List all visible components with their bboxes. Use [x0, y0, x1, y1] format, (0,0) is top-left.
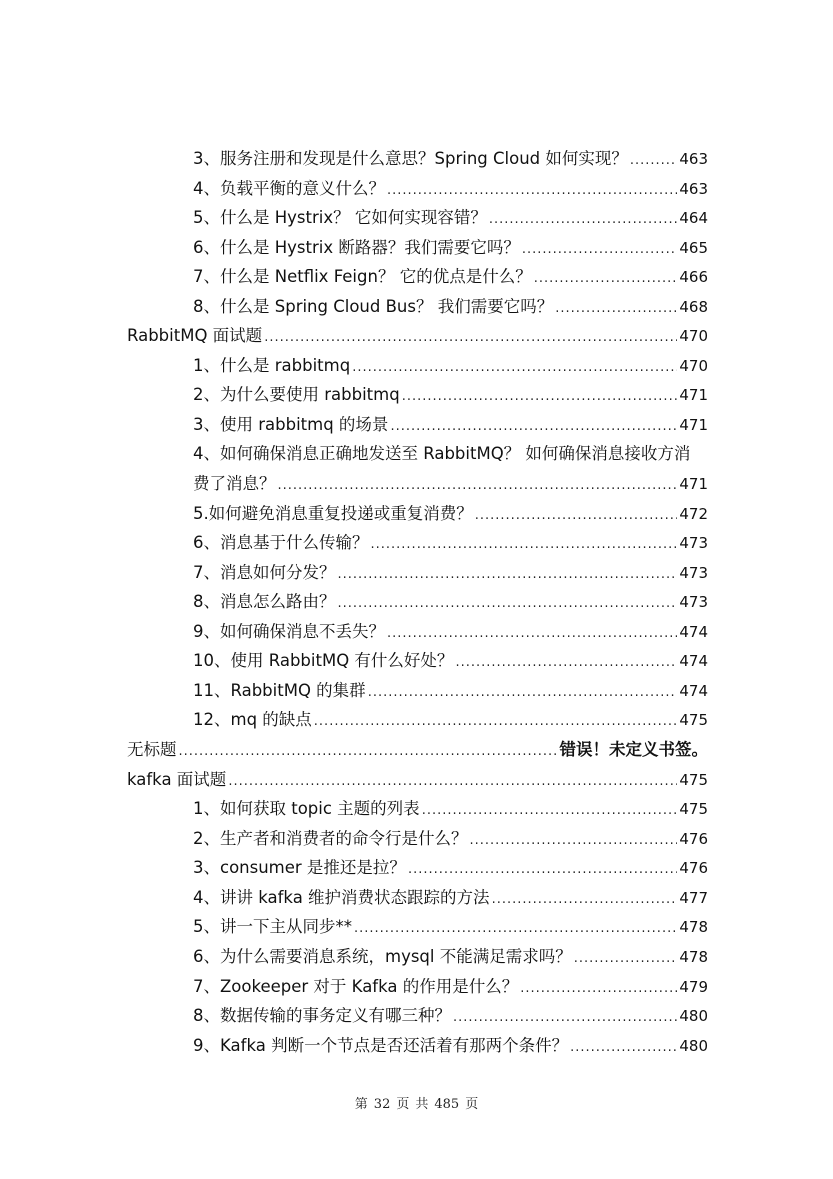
toc-entry-title: 7、什么是 Netflix Feign？ 它的优点是什么？	[193, 267, 532, 286]
dot-leader	[470, 830, 678, 852]
toc-entry-title: kafka 面试题	[127, 770, 227, 789]
toc-entry-page: 472	[679, 505, 708, 523]
dot-leader	[475, 505, 678, 527]
toc-entry-page: 464	[679, 209, 708, 227]
dot-leader	[402, 386, 678, 408]
footer-total-pages: 485	[434, 1097, 460, 1112]
dot-leader	[179, 741, 558, 763]
toc-entry-page: 473	[679, 564, 708, 582]
dot-leader	[338, 564, 678, 586]
toc-entry-title: 无标题	[127, 740, 177, 759]
dot-leader	[387, 623, 677, 645]
toc-entry-page: 477	[679, 889, 708, 907]
toc-entry[interactable]	[193, 828, 708, 852]
toc-entry-title: 1、如何获取 topic 主题的列表	[193, 799, 420, 818]
toc-entry[interactable]	[193, 296, 708, 320]
toc-entry-title: 6、消息基于什么传输？	[193, 533, 369, 552]
dot-leader	[534, 268, 678, 290]
dot-leader	[390, 416, 677, 438]
toc-entry[interactable]	[193, 562, 708, 586]
toc-entry-page: 470	[679, 357, 708, 375]
toc-entry[interactable]	[193, 680, 708, 704]
toc-entry-title: 8、什么是 Spring Cloud Bus？ 我们需要它吗？	[193, 297, 554, 316]
toc-entry-page: 471	[679, 475, 708, 493]
toc-entry[interactable]	[193, 857, 708, 881]
toc-entry-page: 471	[679, 416, 708, 434]
toc-entry[interactable]	[193, 178, 708, 202]
toc-entry-title: 6、为什么需要消息系统，mysql 不能满足需求吗？	[193, 947, 572, 966]
dot-leader	[630, 150, 677, 172]
toc-entry-title: 12、mq 的缺点	[193, 710, 312, 729]
toc-entry-page: 480	[679, 1037, 708, 1055]
toc-entry[interactable]	[193, 798, 708, 822]
dot-leader	[408, 859, 677, 881]
bookmark-error-text: 错误！未定义书签。	[559, 740, 708, 759]
page-footer	[0, 1093, 833, 1112]
dot-leader	[371, 534, 678, 556]
toc-section-kafka[interactable]	[127, 769, 708, 793]
dot-leader	[368, 682, 678, 704]
toc-entry[interactable]	[193, 414, 708, 438]
footer-current-page: 32	[373, 1097, 391, 1112]
toc-entry[interactable]	[193, 473, 708, 497]
toc-entry-title: 11、RabbitMQ 的集群	[193, 681, 366, 700]
footer-prefix: 第	[354, 1097, 368, 1112]
toc-entry-title: 8、数据传输的事务定义有哪三种？	[193, 1006, 451, 1025]
toc-entry-title: 2、生产者和消费者的命令行是什么？	[193, 829, 468, 848]
toc-entry-title: 7、消息如何分发？	[193, 563, 336, 582]
dot-leader	[555, 298, 677, 320]
toc-entry-page: 468	[679, 298, 708, 316]
dot-leader	[314, 711, 678, 733]
toc-section-untitled[interactable]	[127, 739, 708, 763]
dot-leader	[278, 475, 678, 497]
dot-leader	[453, 1007, 677, 1029]
toc-entry-page: 476	[679, 859, 708, 877]
toc-entry[interactable]	[193, 1035, 708, 1059]
toc-entry[interactable]	[193, 1005, 708, 1029]
toc-section-rabbitmq[interactable]	[127, 325, 708, 349]
dot-leader	[570, 1037, 677, 1059]
toc-entry[interactable]	[193, 621, 708, 645]
toc-entry-title: 5、什么是 Hystrix？ 它如何实现容错？	[193, 208, 487, 227]
toc-entry-page: 465	[679, 239, 708, 257]
toc-entry-title: RabbitMQ 面试题	[127, 326, 263, 345]
toc-entry[interactable]	[193, 384, 708, 408]
dot-leader	[492, 889, 678, 911]
toc-entry-page: 474	[679, 682, 708, 700]
toc-entry-page: 471	[679, 386, 708, 404]
toc-entry[interactable]	[193, 709, 708, 733]
dot-leader	[352, 357, 677, 379]
toc-entry-page: 473	[679, 534, 708, 552]
toc-entry-title: 3、consumer 是推还是拉？	[193, 858, 406, 877]
dot-leader	[520, 978, 677, 1000]
toc-entry-title: 费了消息？	[193, 474, 276, 493]
footer-page-word: 页	[396, 1097, 410, 1112]
dot-leader	[338, 593, 678, 615]
toc-entry-page: 476	[679, 830, 708, 848]
toc-entry[interactable]	[193, 591, 708, 615]
toc-entry[interactable]	[193, 976, 708, 1000]
toc-entry[interactable]	[193, 355, 708, 379]
footer-suffix: 页	[465, 1097, 479, 1112]
toc-entry-title: 6、什么是 Hystrix 断路器？我们需要它吗？	[193, 238, 520, 257]
toc-entry[interactable]	[193, 916, 708, 940]
toc-entry-title: 3、使用 rabbitmq 的场景	[193, 415, 389, 434]
toc-entry[interactable]	[193, 148, 708, 172]
footer-total-word: 共	[415, 1097, 429, 1112]
toc-entry-title: 10、使用 RabbitMQ 有什么好处？	[193, 651, 454, 670]
toc-entry-page: 480	[679, 1007, 708, 1025]
dot-leader	[455, 652, 677, 674]
toc-entry[interactable]	[193, 207, 708, 231]
toc-entry[interactable]	[193, 532, 708, 556]
toc-entry-page: 474	[679, 623, 708, 641]
toc-entry-title: 9、Kafka 判断一个节点是否还活着有那两个条件？	[193, 1036, 569, 1055]
toc-entry-title: 5.如何避免消息重复投递或重复消费？	[193, 504, 473, 523]
toc-entry-title: 5、讲一下主从同步**	[193, 917, 352, 936]
dot-leader	[574, 948, 678, 970]
toc-entry-page: 475	[679, 711, 708, 729]
toc-entry[interactable]	[193, 237, 708, 261]
dot-leader	[264, 327, 677, 349]
toc-entry-page: 479	[679, 978, 708, 996]
toc-entry-title: 8、消息怎么路由？	[193, 592, 336, 611]
toc-entry-page: 463	[679, 180, 708, 198]
toc-entry-page: 474	[679, 652, 708, 670]
toc-entry-wrapped-line[interactable]: 4、如何确保消息正确地发送至 RabbitMQ？ 如何确保消息接收方消	[193, 444, 691, 463]
dot-leader	[489, 209, 678, 231]
toc-entry[interactable]	[193, 650, 708, 674]
toc-entry-page: 470	[679, 327, 708, 345]
dot-leader	[354, 918, 677, 940]
toc-entry-title: 2、为什么要使用 rabbitmq	[193, 385, 400, 404]
toc-entry-page: 478	[679, 948, 708, 966]
dot-leader	[228, 771, 677, 793]
toc-entry-title: 9、如何确保消息不丢失？	[193, 622, 385, 641]
toc-entry[interactable]	[193, 503, 708, 527]
toc-entry-page: 473	[679, 593, 708, 611]
toc-entry-page: 475	[679, 800, 708, 818]
toc-entry[interactable]	[193, 266, 708, 290]
toc-entry-title: 7、Zookeeper 对于 Kafka 的作用是什么？	[193, 977, 519, 996]
dot-leader	[522, 239, 678, 261]
toc-entry-title: 4、讲讲 kafka 维护消费状态跟踪的方法	[193, 888, 490, 907]
dot-leader	[422, 800, 678, 822]
toc-entry-title: 3、服务注册和发现是什么意思？Spring Cloud 如何实现？	[193, 149, 628, 168]
toc-entry-title: 4、负载平衡的意义什么？	[193, 179, 385, 198]
toc-entry-page: 478	[679, 918, 708, 936]
toc-entry[interactable]	[193, 946, 708, 970]
toc-entry-page: 475	[679, 771, 708, 789]
dot-leader	[387, 180, 677, 202]
toc-entry-page: 466	[679, 268, 708, 286]
toc-entry[interactable]	[193, 887, 708, 911]
toc-entry-title: 1、什么是 rabbitmq	[193, 356, 351, 375]
toc-entry-page: 463	[679, 150, 708, 168]
